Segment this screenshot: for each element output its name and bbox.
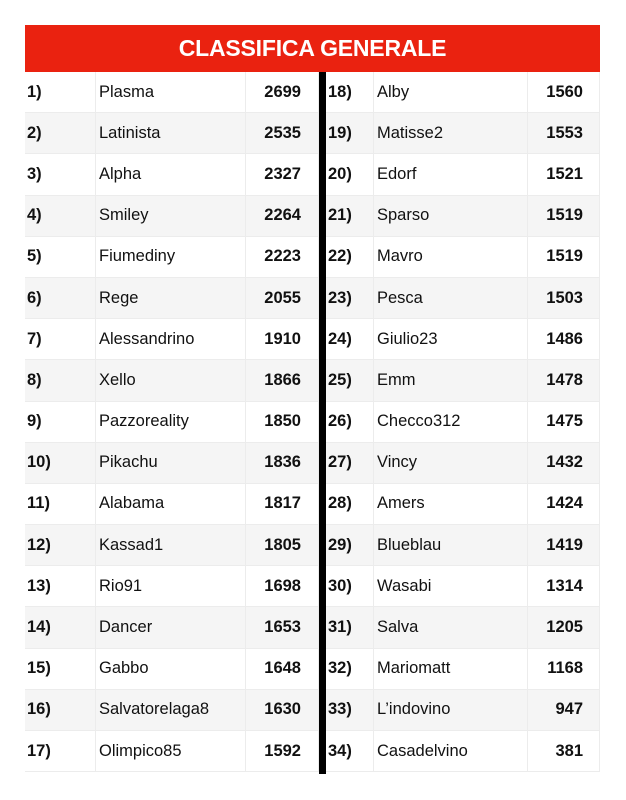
score-cell: 1648 (246, 649, 319, 689)
player-name-cell: Alessandrino (96, 319, 246, 359)
score-cell: 1910 (246, 319, 319, 359)
standings-row (326, 443, 600, 484)
standings-table-right (326, 72, 600, 772)
standings-row (326, 278, 600, 319)
rank-cell: 3) (25, 154, 96, 194)
rank-cell: 29) (326, 525, 374, 565)
score-cell: 2055 (246, 278, 319, 318)
standings-row (25, 154, 319, 195)
player-name-cell: Xello (96, 360, 246, 400)
score-cell: 1698 (246, 566, 319, 606)
standings-row (326, 319, 600, 360)
player-name-cell: Alby (374, 72, 528, 112)
standings-table-left (25, 72, 319, 772)
score-cell: 1486 (528, 319, 600, 359)
player-name-cell: Mariomatt (374, 649, 528, 689)
score-cell: 1805 (246, 525, 319, 565)
player-name-cell: Salvatorelaga8 (96, 690, 246, 730)
standings-row (25, 484, 319, 525)
rank-cell: 11) (25, 484, 96, 524)
standings-row (326, 649, 600, 690)
score-cell: 1478 (528, 360, 600, 400)
score-cell: 1168 (528, 649, 600, 689)
rank-cell: 6) (25, 278, 96, 318)
standings-row (25, 607, 319, 648)
standings-row (25, 649, 319, 690)
player-name-cell: Casadelvino (374, 731, 528, 771)
score-cell: 1424 (528, 484, 600, 524)
score-cell: 1553 (528, 113, 600, 153)
player-name-cell: Salva (374, 607, 528, 647)
player-name-cell: Fiumediny (96, 237, 246, 277)
score-cell: 2223 (246, 237, 319, 277)
score-cell: 1836 (246, 443, 319, 483)
player-name-cell: Rio91 (96, 566, 246, 606)
standings-row (25, 690, 319, 731)
score-cell: 1866 (246, 360, 319, 400)
score-cell: 381 (528, 731, 600, 771)
score-cell: 1653 (246, 607, 319, 647)
standings-row (25, 443, 319, 484)
rank-cell: 1) (25, 72, 96, 112)
standings-row (326, 402, 600, 443)
standings-row (326, 154, 600, 195)
standings-row (25, 402, 319, 443)
score-cell: 2699 (246, 72, 319, 112)
standings-row (25, 72, 319, 113)
rank-cell: 2) (25, 113, 96, 153)
standings-row (326, 690, 600, 731)
player-name-cell: Olimpico85 (96, 731, 246, 771)
rank-cell: 33) (326, 690, 374, 730)
player-name-cell: Mavro (374, 237, 528, 277)
rank-cell: 4) (25, 196, 96, 236)
standings-row (25, 525, 319, 566)
score-cell: 947 (528, 690, 600, 730)
player-name-cell: Pazzoreality (96, 402, 246, 442)
score-cell: 1432 (528, 443, 600, 483)
player-name-cell: Giulio23 (374, 319, 528, 359)
player-name-cell: Alabama (96, 484, 246, 524)
standings-row (25, 731, 319, 772)
rank-cell: 10) (25, 443, 96, 483)
standings-title: CLASSIFICA GENERALE (25, 25, 600, 72)
rank-cell: 5) (25, 237, 96, 277)
rank-cell: 23) (326, 278, 374, 318)
player-name-cell: Pikachu (96, 443, 246, 483)
rank-cell: 18) (326, 72, 374, 112)
player-name-cell: Kassad1 (96, 525, 246, 565)
standings-row (326, 566, 600, 607)
rank-cell: 9) (25, 402, 96, 442)
rank-cell: 15) (25, 649, 96, 689)
standings-row (25, 113, 319, 154)
player-name-cell: Gabbo (96, 649, 246, 689)
player-name-cell: Sparso (374, 196, 528, 236)
score-cell: 1419 (528, 525, 600, 565)
score-cell: 1519 (528, 196, 600, 236)
player-name-cell: Matisse2 (374, 113, 528, 153)
player-name-cell: Wasabi (374, 566, 528, 606)
player-name-cell: Emm (374, 360, 528, 400)
score-cell: 1503 (528, 278, 600, 318)
score-cell: 2535 (246, 113, 319, 153)
rank-cell: 14) (25, 607, 96, 647)
standings-row (326, 360, 600, 401)
standings-row (25, 360, 319, 401)
rank-cell: 28) (326, 484, 374, 524)
score-cell: 1521 (528, 154, 600, 194)
score-cell: 1850 (246, 402, 319, 442)
standings-row (326, 196, 600, 237)
rank-cell: 12) (25, 525, 96, 565)
score-cell: 2327 (246, 154, 319, 194)
score-cell: 1519 (528, 237, 600, 277)
player-name-cell: Pesca (374, 278, 528, 318)
score-cell: 1630 (246, 690, 319, 730)
rank-cell: 27) (326, 443, 374, 483)
rank-cell: 31) (326, 607, 374, 647)
standings-row (326, 607, 600, 648)
rank-cell: 22) (326, 237, 374, 277)
score-cell: 1560 (528, 72, 600, 112)
player-name-cell: L’indovino (374, 690, 528, 730)
player-name-cell: Smiley (96, 196, 246, 236)
score-cell: 1475 (528, 402, 600, 442)
player-name-cell: Dancer (96, 607, 246, 647)
rank-cell: 16) (25, 690, 96, 730)
rank-cell: 25) (326, 360, 374, 400)
rank-cell: 20) (326, 154, 374, 194)
standings-row (326, 484, 600, 525)
player-name-cell: Vincy (374, 443, 528, 483)
player-name-cell: Edorf (374, 154, 528, 194)
player-name-cell: Checco312 (374, 402, 528, 442)
rank-cell: 24) (326, 319, 374, 359)
score-cell: 1205 (528, 607, 600, 647)
rank-cell: 26) (326, 402, 374, 442)
column-divider (319, 72, 326, 774)
score-cell: 2264 (246, 196, 319, 236)
standings-row (25, 319, 319, 360)
standings-row (326, 72, 600, 113)
rank-cell: 19) (326, 113, 374, 153)
score-cell: 1314 (528, 566, 600, 606)
player-name-cell: Latinista (96, 113, 246, 153)
standings-row (25, 278, 319, 319)
standings-row (25, 196, 319, 237)
rank-cell: 34) (326, 731, 374, 771)
rank-cell: 8) (25, 360, 96, 400)
rank-cell: 13) (25, 566, 96, 606)
player-name-cell: Alpha (96, 154, 246, 194)
rank-cell: 17) (25, 731, 96, 771)
standings-row (326, 113, 600, 154)
player-name-cell: Rege (96, 278, 246, 318)
player-name-cell: Plasma (96, 72, 246, 112)
rank-cell: 32) (326, 649, 374, 689)
rank-cell: 21) (326, 196, 374, 236)
standings-row (25, 566, 319, 607)
standings-row (326, 525, 600, 566)
player-name-cell: Amers (374, 484, 528, 524)
score-cell: 1592 (246, 731, 319, 771)
standings-row (326, 731, 600, 772)
standings-row (25, 237, 319, 278)
score-cell: 1817 (246, 484, 319, 524)
rank-cell: 30) (326, 566, 374, 606)
standings-row (326, 237, 600, 278)
rank-cell: 7) (25, 319, 96, 359)
player-name-cell: Blueblau (374, 525, 528, 565)
